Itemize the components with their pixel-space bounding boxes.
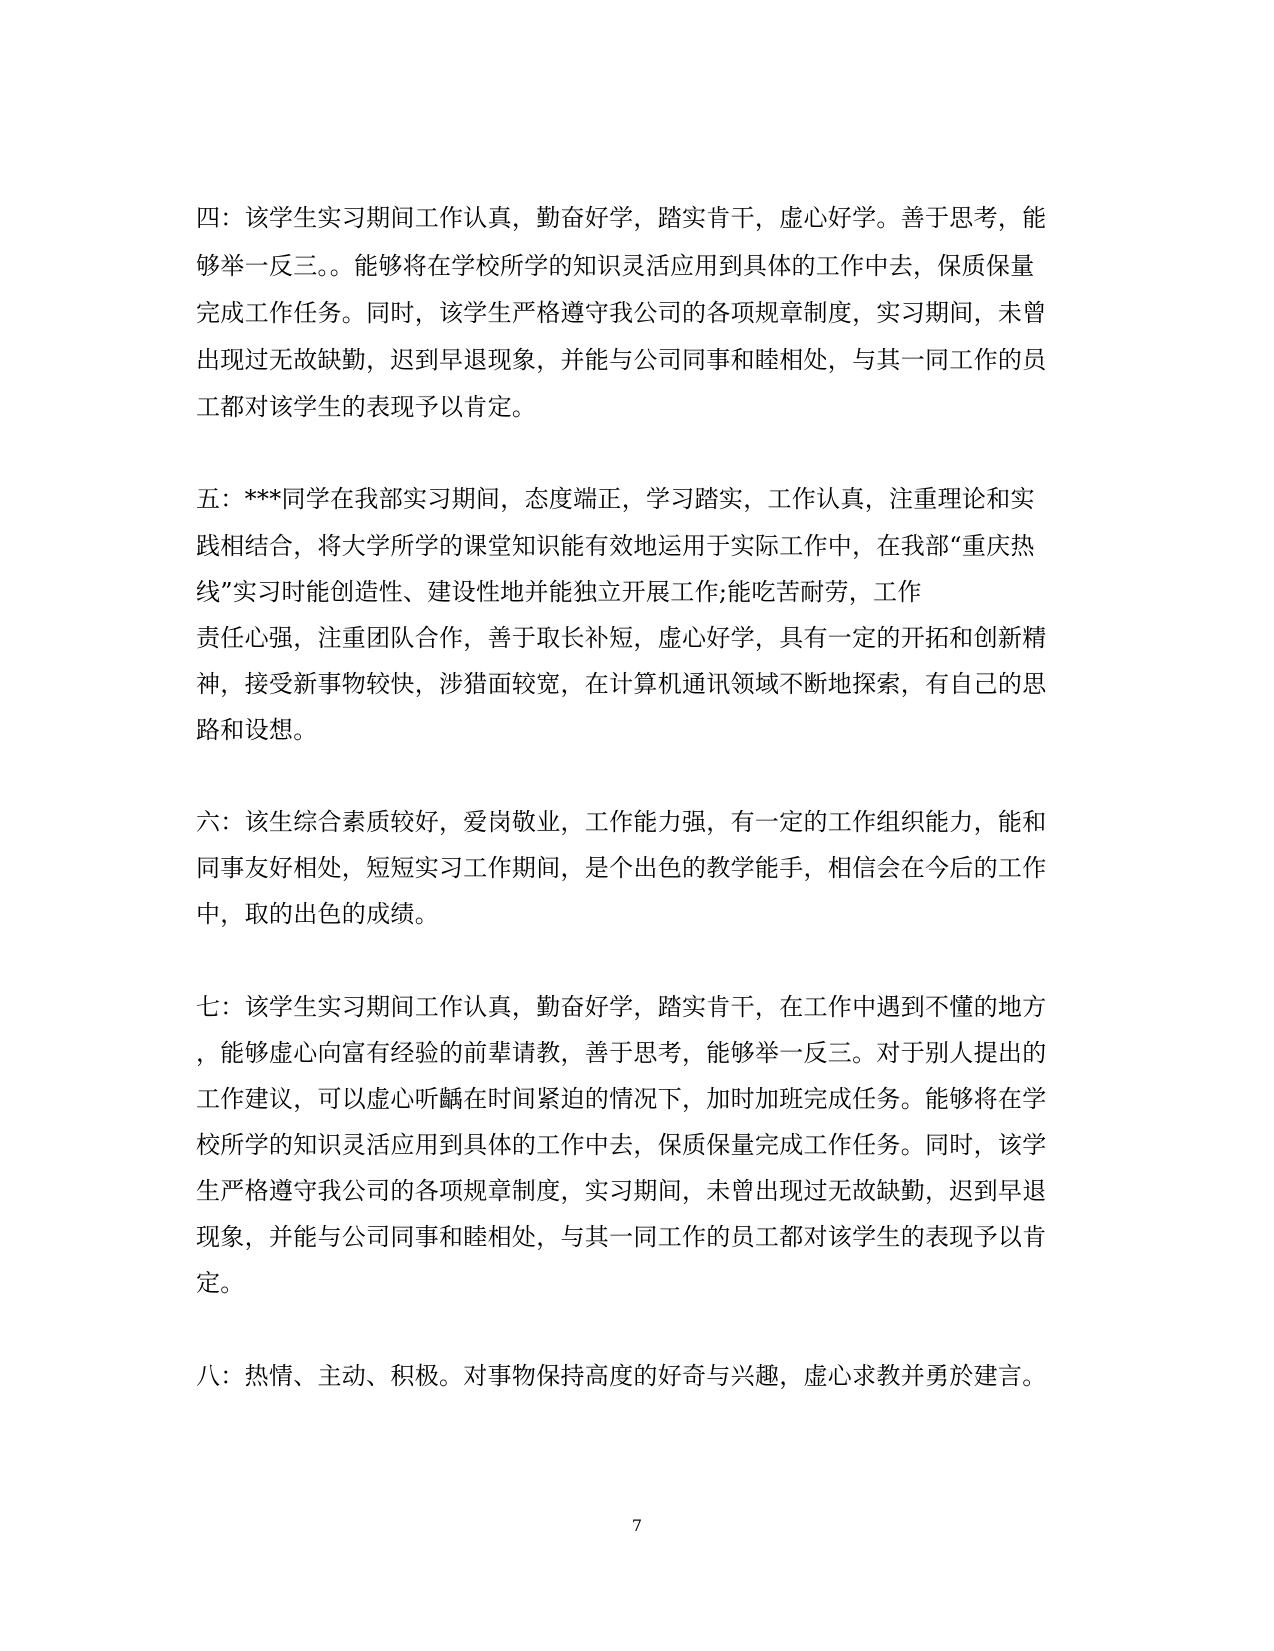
paragraph-4-line-4: 出现过无故缺勤，迟到早退现象，并能与公司同事和睦相处，与其一同工作的员	[196, 346, 1047, 374]
paragraph-4-line-3: 完成工作任务。同时，该学生严格遵守我公司的各项规章制度，实习期间，未曾	[196, 299, 1047, 327]
paragraph-7-line-4: 校所学的知识灵活应用到具体的工作中去，保质保量完成工作任务。同时，该学	[196, 1131, 1047, 1159]
paragraph-7-line-3: 工作建议，可以虚心听齲在时间紧迫的情况下，加时加班完成任务。能够将在学	[196, 1085, 1047, 1113]
paragraph-4-line-5: 工都对该学生的表现予以肯定。	[196, 393, 537, 421]
paragraph-4-line-1: 四：该学生实习期间工作认真，勤奋好学，踏实肯干，虚心好学。善于思考，能	[196, 204, 1047, 232]
paragraph-7-line-1: 七：该学生实习期间工作认真，勤奋好学，踏实肯干，在工作中遇到不懂的地方	[196, 993, 1047, 1021]
paragraph-6-line-3: 中，取的出色的成绩。	[196, 900, 439, 928]
paragraph-6-line-1: 六：该生综合素质较好，爱岗敬业，工作能力强，有一定的工作组织能力，能和	[196, 808, 1047, 836]
paragraph-7-line-6: 现象，并能与公司同事和睦相处，与其一同工作的员工都对该学生的表现予以肯	[196, 1223, 1047, 1251]
page-number: 7	[631, 1516, 643, 1535]
paragraph-6-line-2: 同事友好相处，短短实习工作期间，是个出色的教学能手，相信会在今后的工作	[196, 854, 1047, 882]
paragraph-7-line-7: 定。	[196, 1269, 245, 1297]
paragraph-5-line-1: 五：***同学在我部实习期间，态度端正，学习踏实，工作认真，注重理论和实	[196, 485, 1035, 513]
paragraph-7-line-5: 生严格遵守我公司的各项规章制度，实习期间，未曾出现过无故缺勤，迟到早退	[196, 1177, 1047, 1205]
paragraph-5-line-6: 路和设想。	[196, 716, 318, 744]
paragraph-5-line-5: 神，接受新事物较快，涉猎面较宽，在计算机通讯领域不断地探索，有自己的思	[196, 670, 1047, 698]
paragraph-8-line-1: 八：热情、主动、积极。对事物保持高度的好奇与兴趣，虚心求教并勇於建言。	[196, 1362, 1047, 1390]
paragraph-5-line-4: 责任心强，注重团队合作，善于取长补短，虚心好学，具有一定的开拓和创新精	[196, 624, 1047, 652]
paragraph-4-line-2: 够举一反三。。能够将在学校所学的知识灵活应用到具体的工作中去，保质保量	[196, 252, 1035, 280]
paragraph-7-line-2: ，能够虚心向富有经验的前辈请教，善于思考，能够举一反三。对于别人提出的	[196, 1039, 1047, 1067]
paragraph-5-line-3: 线”实习时能创造性、建设性地并能独立开展工作;能吃苦耐劳，工作	[196, 578, 922, 606]
paragraph-5-line-2: 践相结合，将大学所学的课堂知识能有效地运用于实际工作中，在我部“重庆热	[196, 532, 1035, 560]
